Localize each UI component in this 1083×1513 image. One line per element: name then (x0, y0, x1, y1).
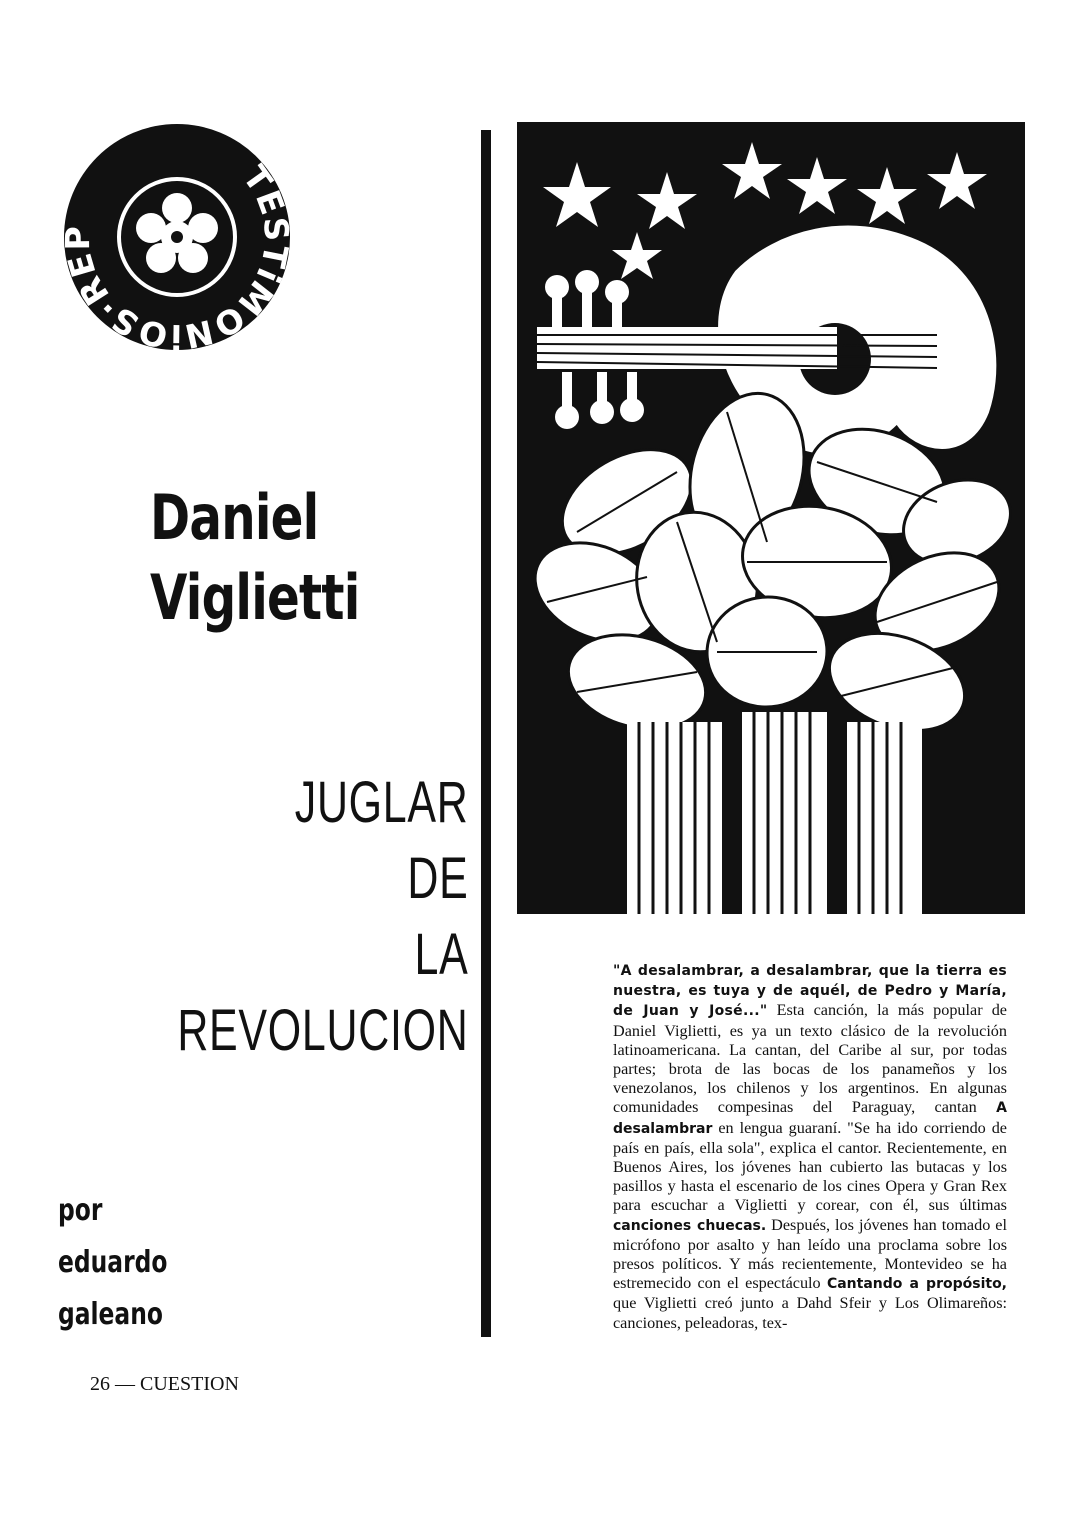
page-footer: 26 — CUESTION (90, 1373, 239, 1395)
article-bold-3: Cantando a propósito, (826, 1276, 1008, 1293)
badge-text: TE TiMONiOS·RE (62, 158, 292, 352)
article-text-3: Después, los jóvenes han tomado el micrófono por asalto y han leído una proclama sobre los presos políticos. Y más recientemente, Montevideo se ha estremecido con el espectáculo (613, 1215, 1007, 1293)
article-text-1: Esta canción, la más popular de Daniel Viglietti, es ya un texto clásico de la revolución latinoamericana. La cantan, del Caribe al sur, por todas partes; brota de las bocas de los panameños y los venezolanos, los chilenos y los argentinos. En algunas comunidades compesinas del Paraguay, cantan (613, 1001, 1007, 1117)
title-last-name: Viglietti (150, 561, 360, 634)
stems-icon (627, 712, 922, 914)
byline-first-name: eduardo (58, 1245, 168, 1280)
title-first-name: Daniel (150, 481, 319, 554)
article-subtitle (75, 765, 469, 1069)
article-body (613, 961, 1007, 1333)
testimonios-reportajes-badge (62, 122, 292, 352)
article-title (150, 478, 419, 638)
article-lead-quote: "A desalambrar, a desalambrar, que la tierra es nuestra, es tuya y de aquél, de Pedro y María, de Juan y José..." (613, 963, 1007, 1020)
article-paragraph (613, 961, 1007, 1333)
vertical-divider (481, 130, 491, 1337)
illustration-icon (517, 122, 1025, 914)
byline (58, 1185, 198, 1341)
article-text-4: que Viglietti creó junto a Dahd Sfeir y Los Olimareños: canciones, peleadoras, tex- (613, 1294, 1007, 1332)
article-bold-1: A desalambrar (613, 1100, 1007, 1137)
article-bold-2: canciones chuecas. (613, 1217, 767, 1234)
byline-last-name: galeano (58, 1297, 163, 1332)
subtitle-line-2: DE (407, 846, 469, 911)
subtitle-line-1: JUGLAR (295, 770, 469, 835)
badge-seal-icon (62, 122, 292, 352)
byline-por: por (58, 1193, 103, 1228)
subtitle-line-3: LA (415, 922, 469, 987)
subtitle-line-4: REVOLUCION (177, 998, 469, 1063)
guitar-flowers-stars-illustration (517, 122, 1025, 914)
article-text-2: en lengua guaraní. "Se ha ido corriendo de país en país, ella sola", explica el cantor. Recientemente, en Buenos Aires, los jóvenes han cubierto las butacas y los pasillos y hasta el escenario de los cines Opera y Gran Rex para escuchar a Viglietti y corear, con él, sus últimas (613, 1118, 1007, 1215)
